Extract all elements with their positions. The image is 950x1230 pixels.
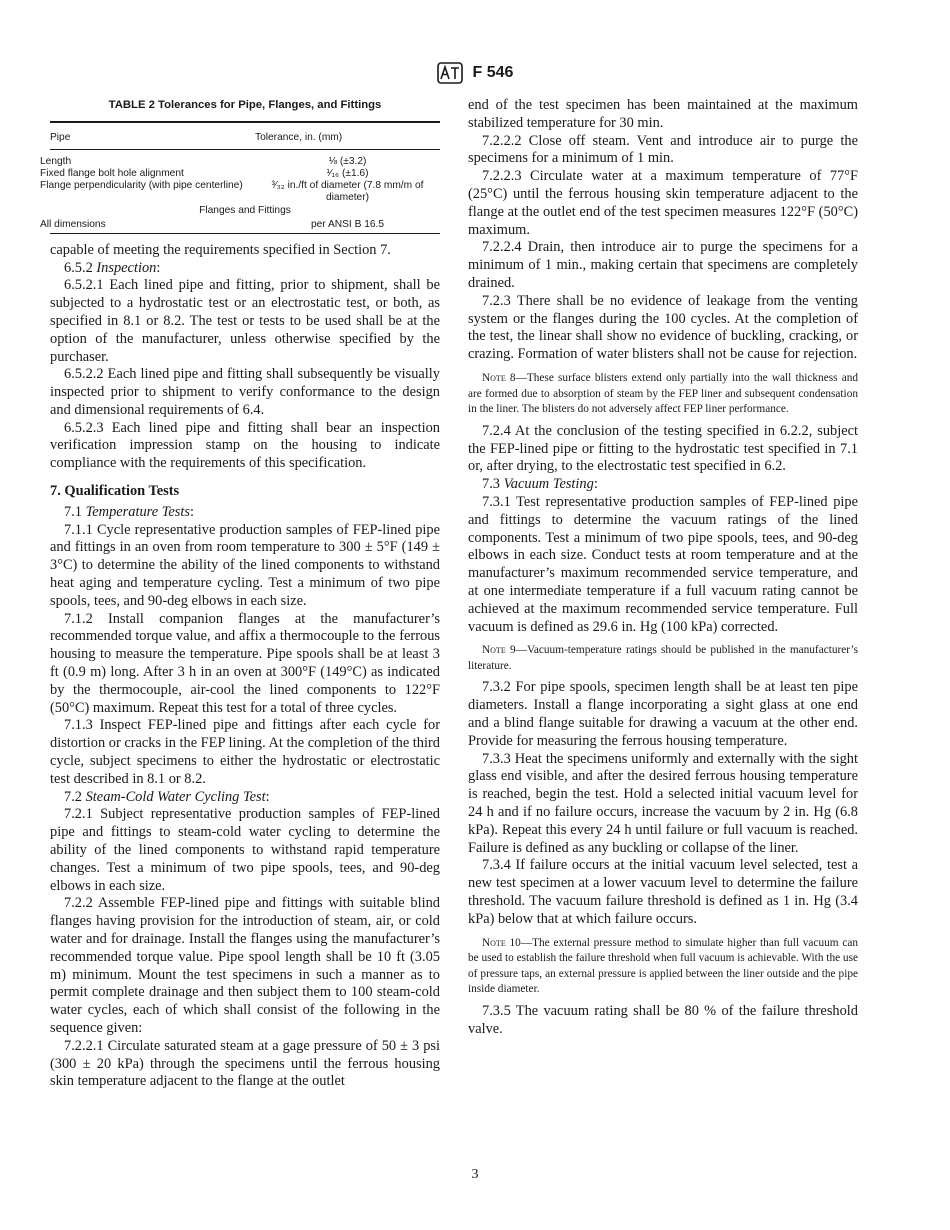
tolerance-table	[40, 121, 440, 234]
section-heading-7-2: 7.2 Steam-Cold Water Cycling Test:	[64, 788, 270, 805]
note-9: Note 9—Vacuum-temperature ratings should be published in the manufacturer’s literature.	[468, 644, 859, 672]
section-heading-7-3: 7.3 Vacuum Testing:	[482, 476, 598, 493]
paragraph: 7.2.2.2 Close off steam. Vent and introduce air to purge the specimens for a minimum of 1 min.	[468, 132, 858, 167]
table-subheading-row	[50, 204, 440, 218]
page-number: 3	[471, 1167, 479, 1182]
table-title: TABLE 2 Tolerances for Pipe, Flanges, and Fittings	[108, 99, 382, 111]
table-cell-item: Length	[40, 155, 72, 167]
table-cell-tolerance: per ANSI B 16.5	[255, 219, 440, 234]
paragraph: 7.3.5 The vacuum rating shall be 80 % of the failure threshold valve.	[468, 1003, 858, 1037]
section-heading-7-1: 7.1 Temperature Tests:	[64, 503, 194, 520]
paragraph: end of the test specimen has been maintained at the maximum stabilized temperature for 30 min.	[468, 97, 858, 131]
paragraph: 7.2.4 At the conclusion of the testing specified in 6.2.2, subject the FEP-lined pipe or fitting to the hydrostatic test specified in 7.1 or, after drying, to the electrostatic test specified in 6.2.	[468, 422, 858, 475]
column-header-pipe: Pipe	[50, 122, 255, 150]
note-8: Note 8—These surface blisters extend only partially into the wall thickness and are formed due to absorption of steam by the FEP liner and subsequent condensation in the liner. The blisters do not adversely affect FEP liner performance.	[468, 371, 859, 416]
section-heading-6-5-2: 6.5.2 Inspection:	[64, 259, 161, 276]
note-10: Note 10—The external pressure method to simulate higher than full vacuum can be used to establish the failure threshold when full vacuum is achievable. With the use of pressure taps, an external pressure is applied between the liner outside and the pipe inside diameter.	[468, 936, 858, 996]
right-column	[468, 97, 858, 1039]
table-row	[50, 156, 440, 168]
table-cell-item: Flange perpendicularity (with pipe centerline)	[40, 179, 243, 191]
paragraph: 6.5.2.2 Each lined pipe and fitting shall subsequently be visually inspected prior to shipment to verify conformance to the design and dimensional requirements of 6.4.	[50, 366, 440, 418]
table-cell-tolerance: ¹⁄₁₆ (±1.6)	[326, 167, 369, 179]
paragraph: 7.2.2.4 Drain, then introduce air to purge the specimens for a minimum of 1 min., making certain that specimens are completely drained.	[468, 239, 858, 291]
table-subheading: Flanges and Fittings	[199, 205, 291, 217]
table-row	[50, 168, 440, 180]
table-header-row	[50, 122, 440, 150]
page-header	[0, 62, 950, 88]
paragraph: 7.2.3 There shall be no evidence of leakage from the venting system or the flanges during the 100 cycles. At the completion of the test, the linear shall show no evidence of buckling, cracking, or crazing. Formation of water blisters shall not be cause for rejection.	[468, 292, 858, 363]
paragraph: 7.1.2 Install companion flanges at the manufacturer’s recommended torque value, and affix a thermocouple to the ferrous housing to measure the temperature. Pipe spools shall be at least 3 ft (0.9 m) long. After 3 h in an oven at 300°F (149°C) as indicated by the thermocouple, air-cool the lined components to 122°F (50°C) maximum. Repeat this test for a total of three cycles.	[50, 610, 440, 716]
table-cell-tolerance: ³⁄₃₂ in./ft of diameter (7.8 mm/m of diameter)	[271, 179, 424, 204]
table-cell-item: Fixed flange bolt hole alignment	[40, 167, 184, 179]
paragraph: 7.2.2 Assemble FEP-lined pipe and fittings with suitable blind flanges having provision for the introduction of steam, air, or cold water and for drainage. Install the flanges using the manufacturer’s recommended torque value. Pipe spool length shall be 10 ft (3.05 m) minimum. Mount the test specimens in such a manner as to permit complete drainage and then subject them to 100 steam-cold water cycles, each of which shall consist of the following in the sequence given:	[50, 895, 440, 1036]
column-header-tolerance: Tolerance, in. (mm)	[255, 122, 440, 150]
paragraph: 6.5.2.1 Each lined pipe and fitting, prior to shipment, shall be subjected to a hydrostatic test or an electrostatic test, or both, as specified in 8.1 or 8.2. The test or tests to be used shall be at the option of the manufacturer, unless otherwise specified by the purchaser.	[50, 277, 440, 365]
paragraph: 7.2.2.1 Circulate saturated steam at a gage pressure of 50 ± 3 psi (300 ± 20 kPa) through the specimens until the ferrous housing skin temperature adjacent to the flange at the outlet	[50, 1037, 440, 1090]
paragraph: capable of meeting the requirements specified in Section 7.	[50, 241, 391, 258]
paragraph: 7.3.4 If failure occurs at the initial vacuum level selected, test a new test specimen at a lower vacuum level to determine the failure threshold. The vacuum failure threshold is defined as 1 in. Hg (3.4 kPa) below that at which failure occurs.	[468, 857, 858, 927]
paragraph: 7.1.3 Inspect FEP-lined pipe and fittings after each cycle for distortion or cracks in the FEP lining. At the completion of the third cycle, subject specimens to either the hydrostatic or electrostatic test described in 8.1 or 8.2.	[50, 717, 440, 787]
section-heading-7: 7. Qualification Tests	[50, 483, 180, 500]
paragraph: 6.5.2.3 Each lined pipe and fitting shall bear an inspection verification impression stamp on the housing to indicate compliance with the requirements of this specification.	[50, 419, 440, 472]
paragraph: 7.3.2 For pipe spools, specimen length shall be at least ten pipe diameters. Install a flange incorporating a sight glass at one end and a blind flange suitable for drawing a vacuum at the other end. Provide for measuring the ferrous housing temperature.	[468, 679, 858, 749]
paragraph: 7.2.1 Subject representative production samples of FEP-lined pipe and fittings to steam-cold water cycling to determine the ability of the lined components to withstand rapid temperature changes. Test a minimum of two pipe spools, tees, and 90-deg elbows in each size.	[50, 806, 440, 894]
astm-logo-icon	[437, 62, 463, 84]
table-cell-tolerance: ⅛ (±3.2)	[328, 155, 367, 167]
paragraph: 7.3.1 Test representative production samples of FEP-lined pipe and fittings to determine the vacuum ratings of the lined components. Test a minimum of two pipe spools, tees, and 90-deg elbows in each size. Conduct tests at room temperature and at the manufacturer’s maximum recommended service temperature, and at one intermediate temperature if a full vacuum rating cannot be achieved at the maximum recommended service temperature. Full vacuum is defined as 29.6 in. Hg (100 kPa) corrected.	[468, 493, 858, 635]
standard-designation: F 546	[472, 64, 514, 81]
table-row	[50, 180, 440, 204]
left-column	[40, 97, 440, 1091]
table-row	[50, 219, 440, 234]
paragraph: 7.1.1 Cycle representative production samples of FEP-lined pipe and fittings in an oven from room temperature to 300 ± 5°F (149 ± 3°C) to determine the ability of the lined components to withstand heat aging and temperature cycling. Test a minimum of two pipe spools, tees, and 90-deg elbows in each size.	[50, 521, 440, 609]
paragraph: 7.3.3 Heat the specimens uniformly and externally with the sight glass end visible, and after the desired ferrous housing temperature is reached, begin the test. Hold a selected initial vacuum level for 24 h and if no failure occurs, increase the vacuum by 2 in. Hg (6.8 kPa). Repeat this every 24 h until failure or full vacuum is reached. Failure is defined as any buckling or collapse of the liner.	[468, 750, 858, 856]
paragraph: 7.2.2.3 Circulate water at a maximum temperature of 77°F (25°C) until the ferrous housing skin temperature adjacent to the flange at the outlet end of the test specimen measures 122°F (50°C) maximum.	[468, 168, 858, 238]
table-cell-item: All dimensions	[50, 219, 255, 234]
